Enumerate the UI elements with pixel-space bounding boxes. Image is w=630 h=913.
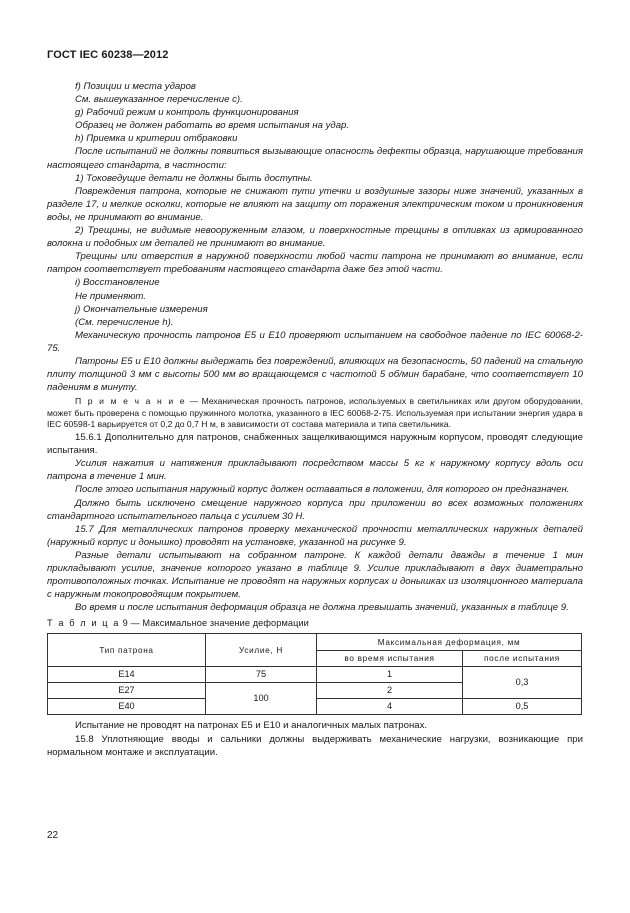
cell-during: 1: [317, 667, 463, 683]
table-caption: [47, 617, 583, 630]
cell-type: E14: [48, 667, 206, 683]
cell-after: 0,5: [463, 699, 582, 715]
cell-during: 2: [317, 683, 463, 699]
note-text: — Механическая прочность патронов, используемых в светильниках или другом оборудовании, может быть проверена с помощью пружинного молотка, указанного в IEC 60068-2-75. Используемая при испытании энергия удара в IEC 60598-1 варьируется от 0,2 до 0,7 Н м, в зависимости от состава материала и типа светильника.: [47, 396, 583, 430]
header-deformation: Максимальная деформация, мм: [317, 634, 582, 651]
paragraph: Испытание не проводят на патронах Е5 и Е10 и аналогичных малых патронах.: [75, 720, 428, 732]
paragraph: 1) Токоведущие детали не должны быть доступны.: [75, 172, 313, 184]
paragraph: g) Рабочий режим и контроль функционирования: [75, 107, 299, 119]
paragraph: Усилия нажатия и натяжения прикладывают посредством массы 5 кг к наружному корпусу вдоль оси патрона в течение 1 мин.: [47, 458, 583, 483]
paragraph: Образец не должен работать во время испытания на удар.: [75, 120, 350, 132]
header-during: во время испытания: [317, 651, 463, 667]
header-force: Усилие, Н: [206, 634, 317, 667]
paragraph: Трещины или отверстия в наружной поверхности любой части патрона не принимают во внимание, если патрон соответствует требованиям настоящего стандарта даже без этой части.: [47, 251, 583, 276]
paragraph: (См. перечисление h).: [75, 316, 174, 328]
header-after: после испытания: [463, 651, 582, 667]
cell-type: E40: [48, 699, 206, 715]
deformation-table: [47, 633, 582, 715]
note: [47, 396, 583, 431]
paragraph: 15.6.1 Дополнительно для патронов, снабженных защелкивающимся наружным корпусом, проводят следующие испытания.: [47, 432, 583, 457]
table-caption-text: 9 — Максимальное значение деформации: [119, 618, 309, 629]
paragraph: После испытаний не должны появиться вызывающие опасность дефекты образца, нарушающие требования настоящего стандарта, в частности:: [47, 146, 583, 171]
document-body: [47, 80, 583, 759]
paragraph: Должно быть исключено смещение наружного корпуса при приложении во всех возможных положениях стандартного испытательного пальца с усилием 30 Н.: [47, 497, 583, 522]
page-header: ГОСТ IEC 60238—2012: [47, 49, 169, 61]
paragraph: h) Приемка и критерии отбраковки: [75, 133, 238, 145]
cell-force: 75: [206, 667, 317, 683]
cell-after: 0,3: [463, 667, 582, 699]
paragraph: Во время и после испытания деформация образца не должна превышать значений, указанных в таблице 9.: [75, 602, 569, 614]
note-label: П р и м е ч а н и е: [75, 396, 187, 407]
paragraph: 15.8 Уплотняющие вводы и сальники должны выдерживать механические нагрузки, возникающие при нормальном монтаже и эксплуатации.: [47, 733, 583, 758]
table-label: Т а б л и ц а: [47, 618, 120, 629]
table-row: [48, 667, 582, 683]
paragraph: После этого испытания наружный корпус должен оставаться в положении, для которого он предназначен.: [75, 484, 570, 496]
cell-type: E27: [48, 683, 206, 699]
header-type: Тип патрона: [48, 634, 206, 667]
cell-force: 100: [206, 683, 317, 715]
paragraph: Разные детали испытывают на собранном патроне. К каждой детали дважды в течение 1 мин прикладывают усилие, значение которого указано в таблице 9. Усилие прикладывают в двух диаметрально противоположных точках. Испытание не проводят на наружных корпусах и донышках из изоляционного материала с наружным токопроводящим покрытием.: [47, 549, 583, 601]
paragraph: Повреждения патрона, которые не снижают пути утечки и воздушные зазоры ниже значений, указанных в разделе 17, и мелкие осколки, которые не влияют на защиту от поражения электрическим током и проникновения воды, не принимают во внимание.: [47, 185, 583, 223]
paragraph: См. вышеуказанное перечисление с).: [75, 94, 243, 106]
paragraph: f) Позиции и места ударов: [75, 81, 196, 92]
paragraph: 2) Трещины, не видимые невооруженным глазом, и поверхностные трещины в отливках из армированного волокна и подобных им деталей не принимают во внимание.: [47, 225, 583, 250]
paragraph: j) Окончательные измерения: [75, 303, 208, 315]
paragraph: 15.7 Для металлических патронов проверку механической прочности металлических наружных деталей (наружный корпус и донышко) проводят на установке, указанной на рисунке 9.: [47, 523, 583, 548]
paragraph: Патроны Е5 и Е10 должны выдержать без повреждений, влияющих на безопасность, 50 падений на стальную плиту толщиной 3 мм с высоты 500 мм во вращающемся с частотой 5 об/мин барабане, что соответствует 10 падениям в минуту.: [47, 355, 583, 394]
cell-during: 4: [317, 699, 463, 715]
page-number: 22: [47, 830, 59, 841]
paragraph: Не применяют.: [75, 290, 146, 302]
paragraph: Механическую прочность патронов Е5 и Е10 проверяют испытанием на свободное падение по IEC 60068-2-75.: [47, 329, 583, 354]
paragraph: i) Восстановление: [75, 277, 160, 289]
